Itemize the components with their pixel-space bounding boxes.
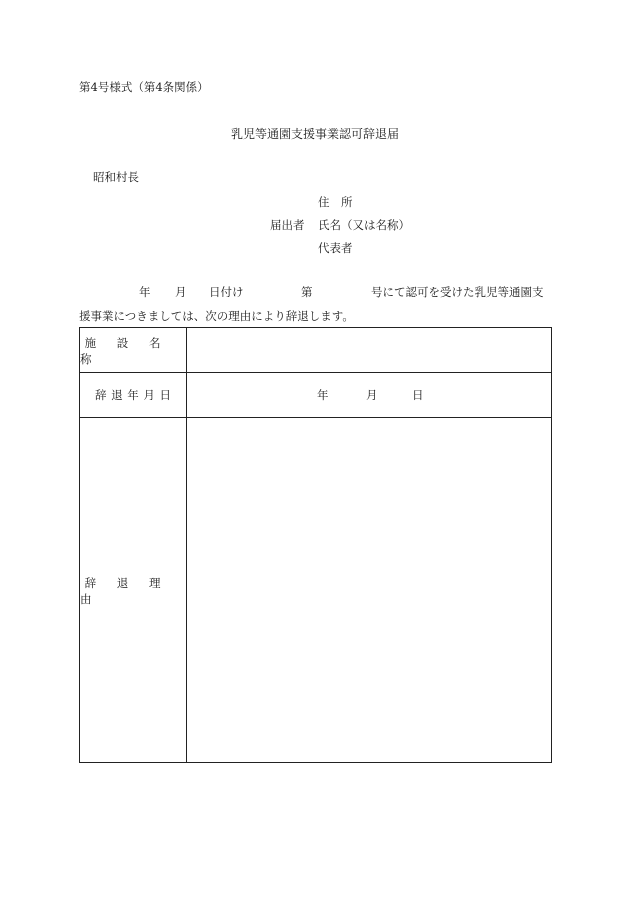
applicant-label: 届出者 xyxy=(270,218,305,232)
facility-name-row xyxy=(80,328,551,373)
document-title: 乳児等通園支援事業認可辞退届 xyxy=(230,127,399,141)
withdrawal-reason-field[interactable] xyxy=(187,418,551,763)
statement-line-2: 援事業につきましては、次の理由により辞退します。 xyxy=(79,309,354,323)
withdrawal-day: 日 xyxy=(412,388,424,402)
withdrawal-reason-label: 辞 退 理 由 xyxy=(80,418,187,763)
withdrawal-date-row xyxy=(80,372,551,417)
facility-name-field[interactable] xyxy=(187,328,551,373)
statement-year: 年 xyxy=(139,285,151,299)
withdrawal-year: 年 xyxy=(317,388,329,402)
statement-line1-tail: 号にて認可を受けた乳児等通園支 xyxy=(371,285,544,299)
facility-name-label: 施 設 名 称 xyxy=(80,328,187,373)
representative-label: 代表者 xyxy=(318,241,353,255)
statement-month: 月 xyxy=(175,285,187,299)
withdrawal-reason-row xyxy=(80,417,551,763)
address-label: 住 所 xyxy=(318,195,353,209)
withdrawal-month: 月 xyxy=(366,388,378,402)
recipient: 昭和村長 xyxy=(93,170,139,184)
withdrawal-form-table xyxy=(79,327,552,763)
statement-number-prefix: 第 xyxy=(301,285,313,299)
form-number: 第4号様式（第4条関係） xyxy=(79,80,209,94)
withdrawal-date-label: 辞退年月日 xyxy=(80,373,187,417)
statement-line-1 xyxy=(79,284,554,300)
name-label: 氏名（又は名称） xyxy=(318,218,410,232)
statement-dated: 日付け xyxy=(209,285,244,299)
withdrawal-date-field[interactable] xyxy=(187,373,551,417)
